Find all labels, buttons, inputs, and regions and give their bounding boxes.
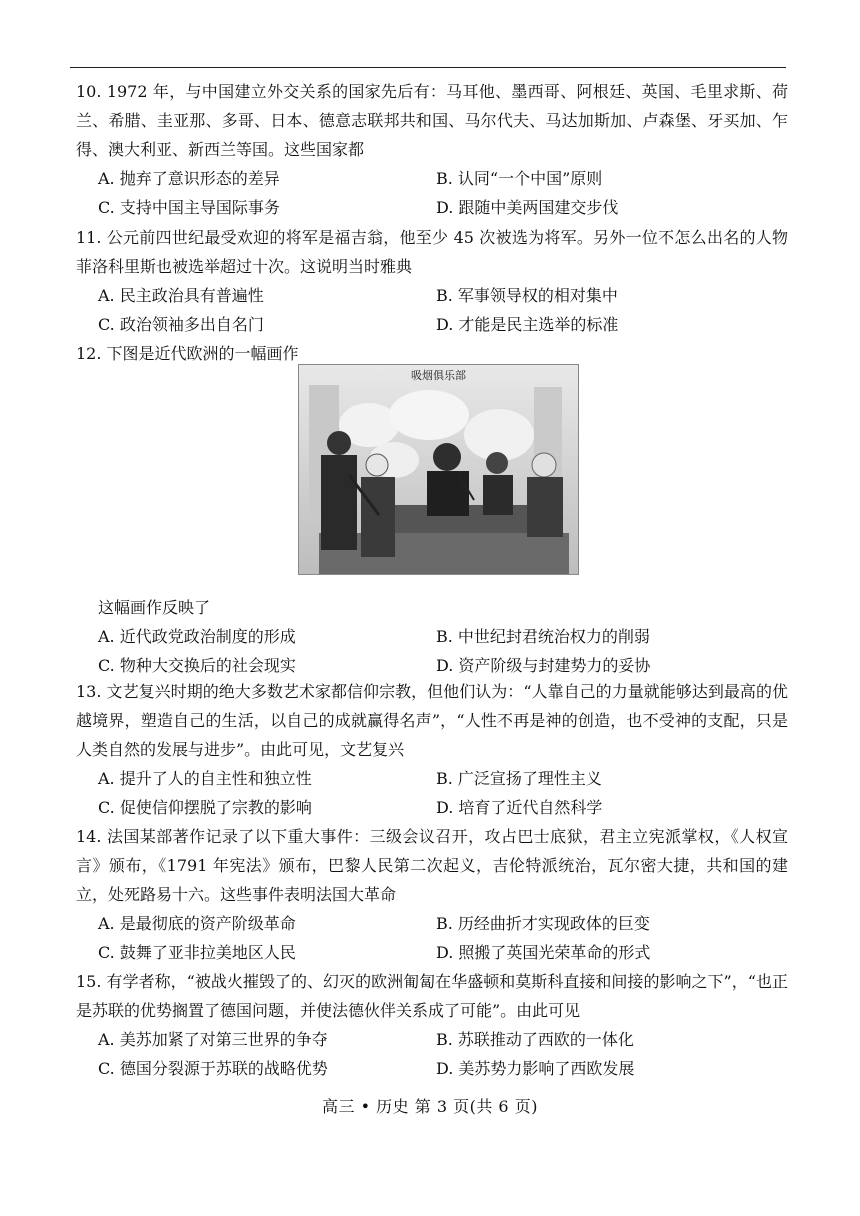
question-15-options-row2 — [76, 1054, 788, 1083]
q11-option-b[interactable]: B. 军事领导权的相对集中 — [436, 286, 618, 305]
q11-option-d[interactable]: D. 才能是民主选举的标准 — [436, 315, 619, 334]
q14-option-c[interactable]: C. 鼓舞了亚非拉美地区人民 — [98, 943, 296, 962]
question-10-options-row1 — [76, 164, 788, 193]
q13-option-c[interactable]: C. 促使信仰摆脱了宗教的影响 — [98, 798, 312, 817]
question-14 — [76, 822, 788, 967]
question-11 — [76, 223, 788, 339]
q14-option-b[interactable]: B. 历经曲折才实现政体的巨变 — [436, 914, 650, 933]
q12-option-a[interactable]: A. 近代政党政治制度的形成 — [98, 627, 296, 646]
question-15-options-row1 — [76, 1025, 788, 1054]
question-12-lead: 这幅画作反映了 — [98, 598, 211, 617]
question-10 — [76, 77, 788, 222]
q10-option-b[interactable]: B. 认同“一个中国”原则 — [436, 169, 603, 188]
q10-option-a[interactable]: A. 抛弃了意识形态的差异 — [98, 169, 280, 188]
q12-option-d[interactable]: D. 资产阶级与封建势力的妥协 — [436, 656, 651, 675]
question-13-stem: 13. 文艺复兴时期的绝大多数艺术家都信仰宗教，但他们认为：“人靠自己的力量就能够达到最高的优越境界，塑造自己的生活，以自己的成就赢得名声”，“人性不再是神的创造，也不受神的支配，只是人类自然的发展与进步”。由此可见，文艺复兴 — [76, 682, 788, 759]
top-rule — [70, 67, 786, 68]
q14-option-d[interactable]: D. 照搬了英国光荣革命的形式 — [436, 943, 651, 962]
q10-option-d[interactable]: D. 跟随中美两国建交步伐 — [436, 198, 619, 217]
smoking-club-painting — [298, 364, 579, 575]
question-13-options-row2 — [76, 793, 788, 822]
question-14-stem: 14. 法国某部著作记录了以下重大事件：三级会议召开，攻占巴士底狱，君主立宪派掌权，《人权宣言》颁布，《1791 年宪法》颁布，巴黎人民第二次起义，吉伦特派统治，瓦尔密大捷，共和国的建立，处死路易十六。这些事件表明法国大革命 — [76, 827, 788, 904]
q12-option-b[interactable]: B. 中世纪封君统治权力的削弱 — [436, 627, 650, 646]
q10-option-c[interactable]: C. 支持中国主导国际事务 — [98, 198, 280, 217]
painting-caption: 吸烟俱乐部 — [411, 369, 466, 382]
question-13 — [76, 677, 788, 822]
question-14-options-row1 — [76, 909, 788, 938]
q11-option-a[interactable]: A. 民主政治具有普遍性 — [98, 286, 264, 305]
question-14-options-row2 — [76, 938, 788, 967]
question-10-stem: 10. 1972 年，与中国建立外交关系的国家先后有：马耳他、墨西哥、阿根廷、英国、毛里求斯、荷兰、希腊、圭亚那、多哥、日本、德意志联邦共和国、马尔代夫、马达加斯加、卢森堡、牙买加、乍得、澳大利亚、新西兰等国。这些国家都 — [76, 82, 788, 159]
question-12-options-row1 — [76, 622, 788, 651]
q15-option-a[interactable]: A. 美苏加紧了对第三世界的争夺 — [98, 1030, 328, 1049]
q11-option-c[interactable]: C. 政治领袖多出自名门 — [98, 315, 264, 334]
q15-option-c[interactable]: C. 德国分裂源于苏联的战略优势 — [98, 1059, 328, 1078]
page-footer: 高三 • 历史 第 3 页(共 6 页) — [322, 1097, 538, 1116]
q13-option-b[interactable]: B. 广泛宣扬了理性主义 — [436, 769, 602, 788]
question-12-options-row2 — [76, 651, 788, 680]
question-11-stem: 11. 公元前四世纪最受欢迎的将军是福吉翁，他至少 45 次被选为将军。另外一位不怎么出名的人物菲洛科里斯也被选举超过十次。这说明当时雅典 — [76, 228, 788, 276]
painting-image — [299, 365, 578, 574]
q13-option-d[interactable]: D. 培育了近代自然科学 — [436, 798, 603, 817]
q15-option-b[interactable]: B. 苏联推动了西欧的一体化 — [436, 1030, 634, 1049]
question-11-options-row2 — [76, 310, 788, 339]
q13-option-a[interactable]: A. 提升了人的自主性和独立性 — [98, 769, 312, 788]
q15-option-d[interactable]: D. 美苏势力影响了西欧发展 — [436, 1059, 635, 1078]
question-15 — [76, 967, 788, 1083]
question-12-stem: 12. 下图是近代欧洲的一幅画作 — [76, 344, 299, 363]
question-13-options-row1 — [76, 764, 788, 793]
question-12-body — [76, 593, 788, 680]
q12-option-c[interactable]: C. 物种大交换后的社会现实 — [98, 656, 296, 675]
q14-option-a[interactable]: A. 是最彻底的资产阶级革命 — [98, 914, 296, 933]
question-15-stem: 15. 有学者称，“被战火摧毁了的、幻灭的欧洲匍匐在华盛顿和莫斯科直接和间接的影响之下”，“也正是苏联的优势搁置了德国问题，并使法德伙伴关系成了可能”。由此可见 — [76, 972, 788, 1020]
question-11-options-row1 — [76, 281, 788, 310]
question-10-options-row2 — [76, 193, 788, 222]
